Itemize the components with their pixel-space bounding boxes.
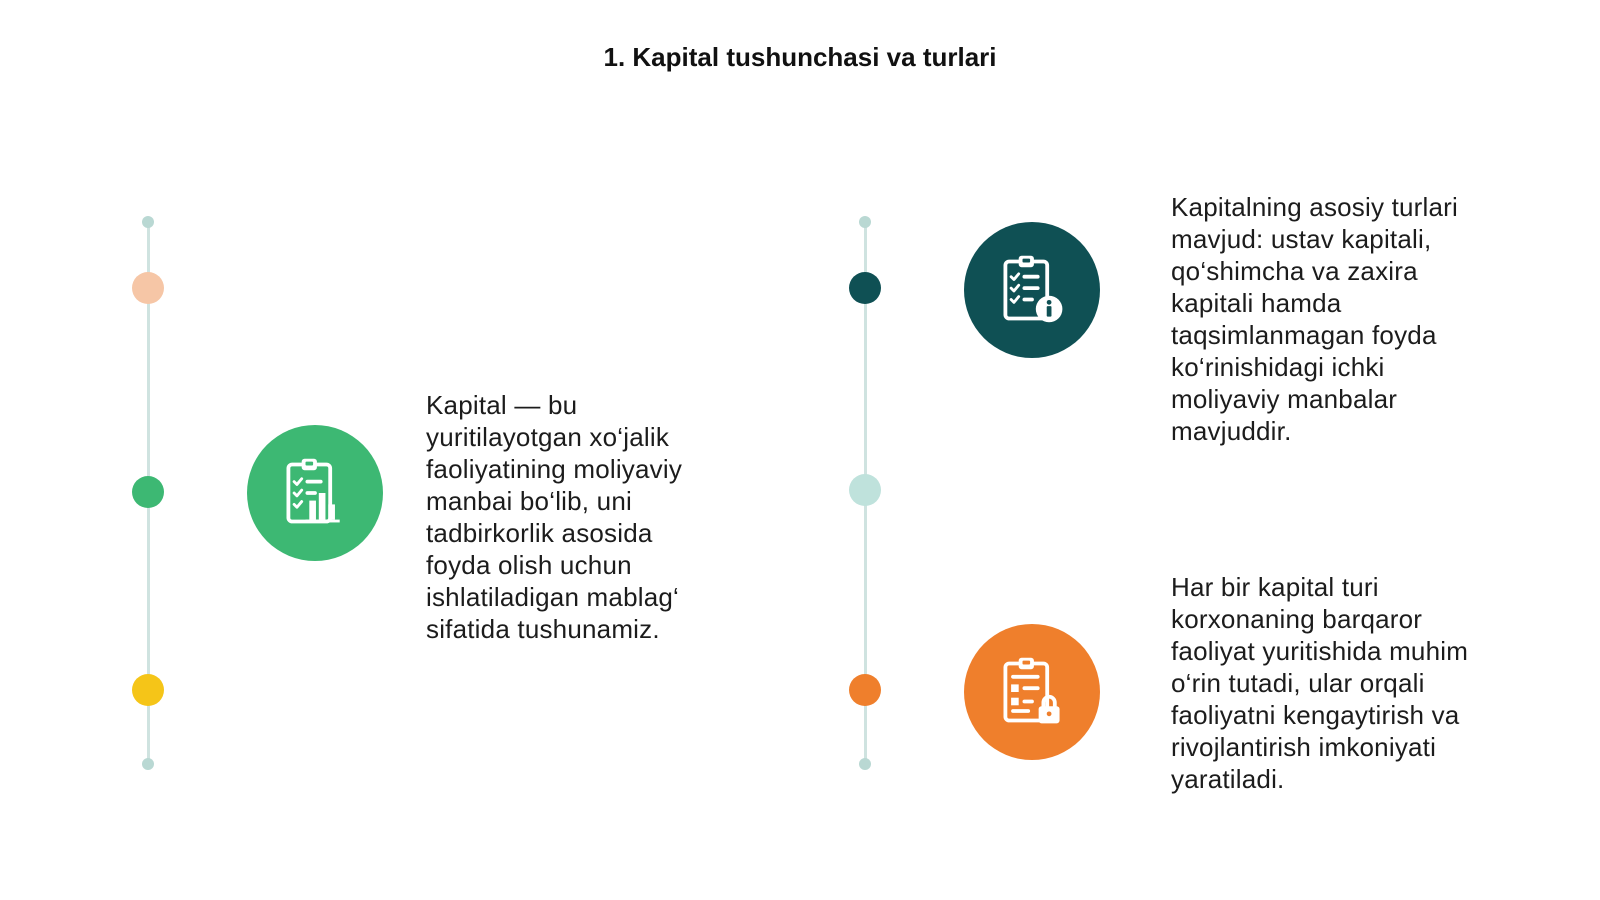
item-text-1: Kapital — bu yuritilayotgan xo‘jalik faoliyatining moliyaviy manbai bo‘lib, uni tadbirkorlik asosida foyda olish uchun ishlatiladigan mablag‘ sifatida tushunamiz. bbox=[426, 390, 683, 644]
timeline-left-top-end bbox=[142, 216, 154, 228]
icon-circle-orange bbox=[964, 624, 1100, 760]
timeline-dot-yellow bbox=[132, 674, 164, 706]
timeline-right-bottom-end bbox=[859, 758, 871, 770]
item-text-3: Har bir kapital turi korxonaning barqaror faoliyat yuritishida muhim o‘rin tutadi, ular orqali faoliyatni kengaytirish va rivojlantirish imkoniyati yaratiladi. bbox=[1171, 572, 1469, 794]
clipboard-chart-icon bbox=[277, 455, 353, 531]
clipboard-info-icon bbox=[994, 252, 1070, 328]
icon-circle-teal bbox=[964, 222, 1100, 358]
timeline-dot-light-teal bbox=[849, 474, 881, 506]
page-title: 1. Kapital tushunchasi va turlari bbox=[603, 42, 997, 72]
timeline-dot-green bbox=[132, 476, 164, 508]
timeline-dot-peach bbox=[132, 272, 164, 304]
icon-circle-green bbox=[247, 425, 383, 561]
timeline-right-top-end bbox=[859, 216, 871, 228]
timeline-left-bottom-end bbox=[142, 758, 154, 770]
timeline-dot-orange bbox=[849, 674, 881, 706]
timeline-dot-dark-teal bbox=[849, 272, 881, 304]
item-text-2: Kapitalning asosiy turlari mavjud: ustav kapitali, qo‘shimcha va zaxira kapitali hamda taqsimlanmagan foyda ko‘rinishidagi ichki moliyaviy manbalar mavjuddir. bbox=[1171, 192, 1459, 446]
clipboard-lock-icon bbox=[994, 654, 1070, 730]
